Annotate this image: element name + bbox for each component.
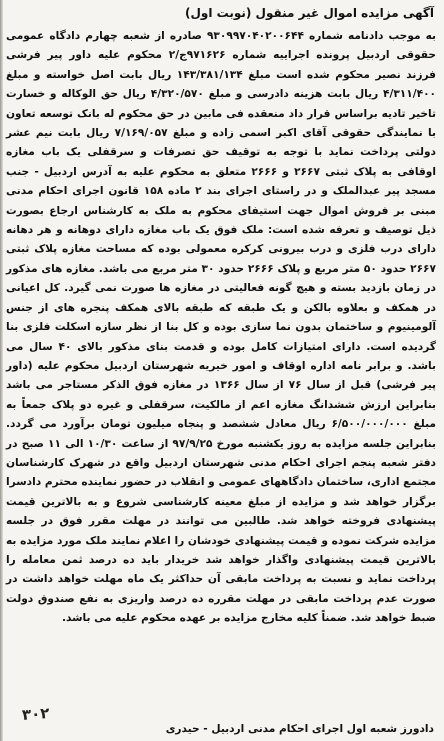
handwritten-page-number: ۳۰۲: [21, 704, 51, 724]
notice-title: آگهی مزایده اموال غیر منقول (نوبت اول): [185, 6, 434, 20]
notice-signature: دادورز شعبه اول اجرای احکام مدنی اردبیل - حیدری: [165, 723, 434, 735]
notice-body: به موجب دادنامه شماره ۹۳۰۹۹۷۰۴۰۲۰۰۶۴۴ صادره از شعبه چهارم دادگاه عمومی حقوقی اردبیل پرونده اجراییه شماره ۹۷۱۶۲۶ج/۲ محکوم علیه داور پیر فرشی فرزند نصیر محکوم شده است مبلغ ۱۴۳/۳۸۱/۱۳۴ ریال بابت اصل خواسته و مبلغ ۴/۳۱۱/۴۰۰ ریال بابت هزینه دادرسی و مبلغ ۴/۳۲۰/۵۷۰ ریال حق الوکاله و خسارت تاخیر تادیه براساس قرار داد منعقده فی مابین در حق محکوم له بانک توسعه تعاون با نمایندگی حقوقی آقای اکبر اسمی زاده و مبلغ ۷/۱۶۹/۰۵۷ ریال بابت نیم عشر دولتی پرداخت نماید با توجه به توقیف حق تصرفات و سرقفلی یک باب مغازه اوقافی به پلاک ثبتی ۲۶۶۷ و ۲۶۶۶ متعلق به محکوم علیه به آدرس اردبیل - جنب مسجد پیر عبدالملک و در راستای اجرای بند ۲ ماده ۱۵۸ قانون اجرای احکام مدنی مبنی بر فروش اموال جهت استیفای محکوم به ملک به کارشناس ارجاع بصورت ذیل توصیف و تعرفه شده است: ملک فوق یک باب مغازه دارای دوهانه و هر دهانه دارای درب فلزی و درب بیرونی کرکره معمولی بوده که مساحت مغازه پلاک ثبتی ۲۶۶۷ حدود ۵۰ متر مربع و پلاک ۲۶۶۶ حدود ۳۰ متر مربع می باشد. مغازه های مذکور در زمان بازدید بسته و هیچ گونه فعالیتی در مغازه ها صورت نمی گیرد. کل اعیانی در همکف و بعلاوه بالکن و یک طبقه که طبقه بالای همکف پنجره های از جنس آلومینیوم و ساختمان بدون نما سازی بوده و کل بنا از نظر سازه اسکلت فلزی بنا گردیده است. دارای امتیازات کامل بوده و قدمت بنای مذکور بالای ۴۰ سال می باشد. و برابر نامه اداره اوقاف و امور خیریه شهرستان اردبیل محکوم علیه (داور پیر فرشی) قبل از سال ۷۶ از سال ۱۳۶۶ در مغازه فوق الذکر مستاجر می باشد بنابراین ارزش ششدانگ مغازه اعم از مالکیت، سرقفلی و غیره دو پلاک جمعاً به مبلغ ۶/۵۰۰/۰۰۰/۰۰۰ ریال معادل ششصد و پنجاه میلیون تومان برآورد می گردد. بنابراین جلسه مزایده به روز یکشنبه مورخ ۹۷/۹/۲۵ از ساعت ۱۰/۳۰ الی ۱۱ صبح در دفتر شعبه پنجم اجرای احکام مدنی شهرستان اردبیل واقع در شهرک کارشناسان مجتمع اداری، ساختمان دادگاههای عمومی و انقلاب در حضور نماینده محترم دادسرا برگزار خواهد شد و مزایده از مبلغ معینه کارشناسی شروع و به بالاترین قیمت پیشنهادی فروخته خواهد شد. طالبین می توانند در مهلت مقرر فوق در جلسه مزایده شرکت نموده و قیمت پیشنهادی خودشان را اعلام نمایند ملک مورد مزایده به بالاترین قیمت پیشنهادی واگذار خواهد شد خریدار باید ده درصد ثمن معامله را پرداخت نماید و نسبت به پرداخت مابقی آن حداکثر یک ماه مهلت خواهد داشت در صورت عدم پرداخت مابقی در مهلت مقرره ده درصد واریزی به نفع صندوق دولت ضبط خواهد شد. ضمناً کلیه مخارج مزایده بر عهده محکوم علیه می باشد.: [6, 30, 436, 625]
scan-edge-shadow: [0, 0, 3, 741]
